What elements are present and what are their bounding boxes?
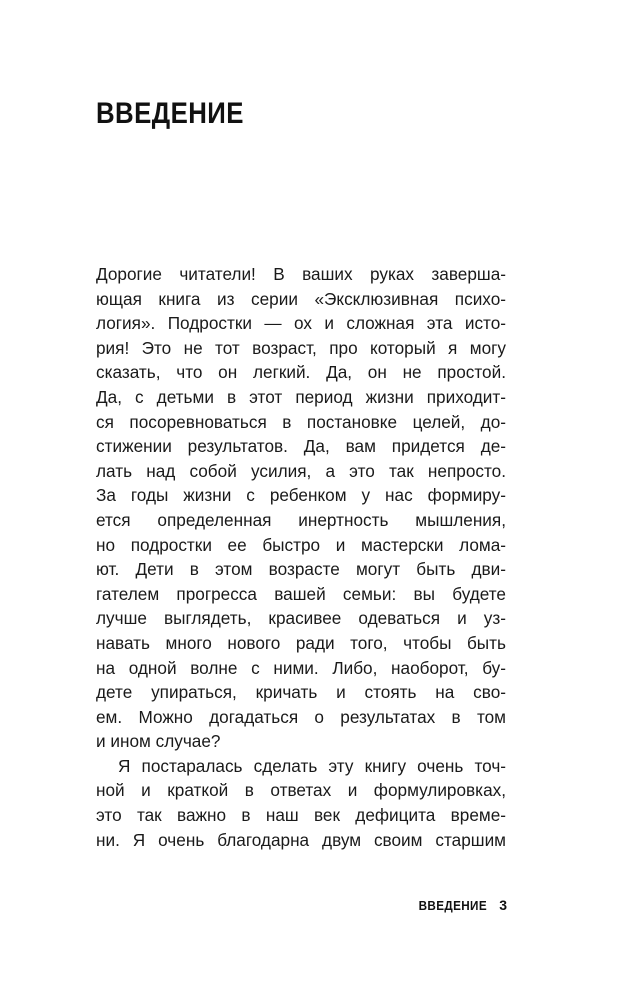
text-line: гателем прогресса вашей семьи: вы будете bbox=[96, 583, 506, 604]
text-line: лучше выглядеть, красивее одеваться и уз- bbox=[96, 608, 506, 629]
text-line: но подростки ее быстро и мастерски лома- bbox=[96, 534, 506, 555]
text-line: ной и краткой в ответах и формулировках, bbox=[96, 780, 506, 801]
text-line: лать над собой усилия, а это так непросто. bbox=[96, 460, 506, 481]
text-line: логия». Подростки — ох и сложная эта исто- bbox=[96, 313, 506, 334]
text-line: За годы жизни с ребенком у нас формиру- bbox=[96, 485, 506, 506]
text-line: на одной волне с ними. Либо, наоборот, бу- bbox=[96, 657, 506, 678]
chapter-title: ВВЕДЕНИЕ bbox=[96, 97, 244, 130]
text-line: ем. Можно догадаться о результатах в том bbox=[96, 706, 506, 727]
text-line: Я постаралась сделать эту книгу очень точ- bbox=[118, 755, 506, 776]
text-line: ется определенная инертность мышления, bbox=[96, 509, 506, 530]
page-number: 3 bbox=[499, 897, 507, 913]
text-line: Да, с детьми в этот период жизни приходит- bbox=[96, 386, 506, 407]
text-line: дете упираться, кричать и стоять на сво- bbox=[96, 682, 506, 703]
text-line: и ином случае? bbox=[96, 731, 221, 752]
running-footer bbox=[411, 896, 507, 915]
text-line: ся посоревноваться в постановке целей, до- bbox=[96, 411, 506, 432]
text-line: стижении результатов. Да, вам придется де- bbox=[96, 436, 506, 457]
text-line: рия! Это не тот возраст, про который я могу bbox=[96, 337, 506, 358]
text-line: навать много нового ради того, чтобы быть bbox=[96, 632, 506, 653]
footer-section-title: ВВЕДЕНИЕ bbox=[418, 898, 488, 913]
body-text bbox=[96, 262, 506, 852]
text-line: ни. Я очень благодарна двум своим старшим bbox=[96, 829, 506, 850]
text-line: Дорогие читатели! В ваших руках заверша- bbox=[96, 264, 506, 284]
text-line: это так важно в наш век дефицита време- bbox=[96, 805, 506, 826]
text-line: ют. Дети в этом возрасте могут быть дви- bbox=[96, 559, 506, 580]
text-line: сказать, что он легкий. Да, он не простой. bbox=[96, 362, 506, 383]
text-line: ющая книга из серии «Эксклюзивная психо- bbox=[96, 288, 506, 309]
